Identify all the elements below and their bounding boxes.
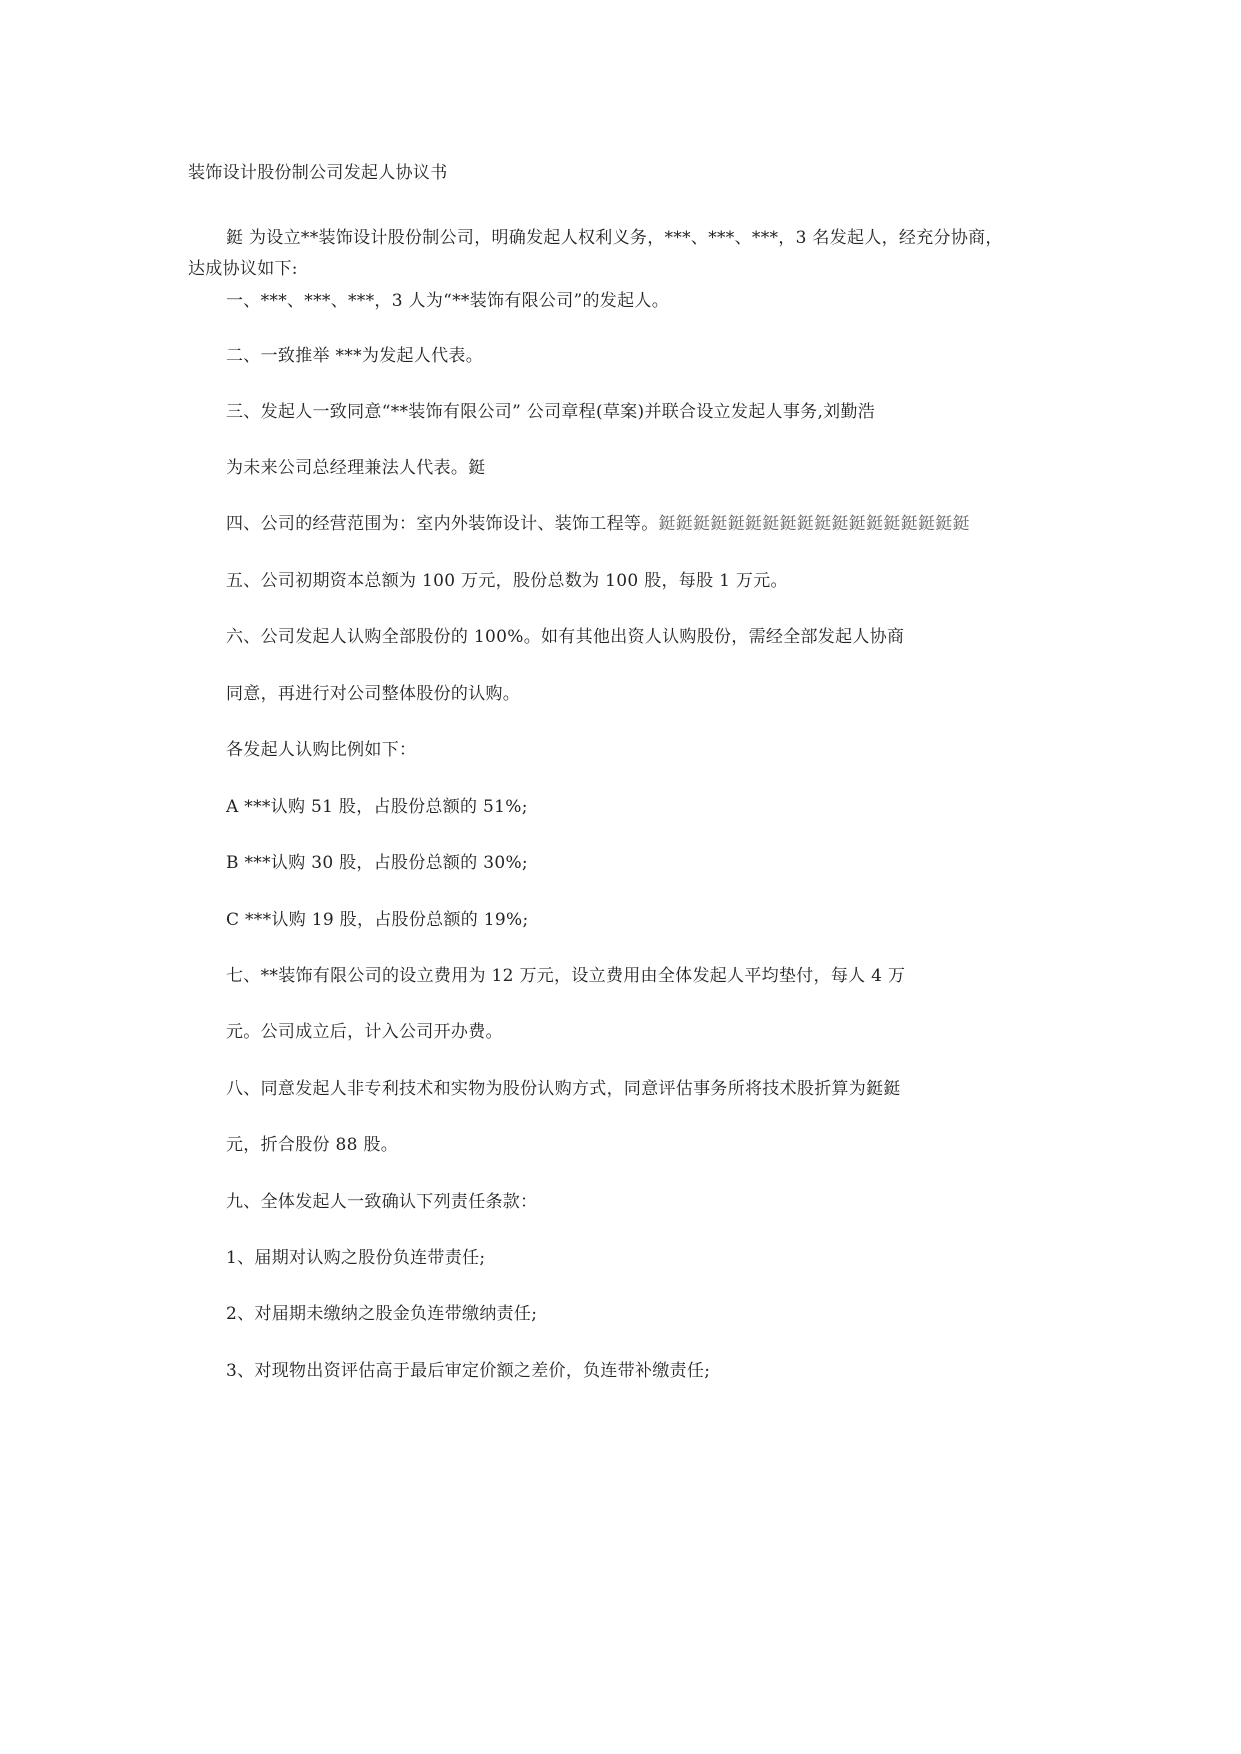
article-5: 五、公司初期资本总额为 100 万元，股份总数为 100 股，每股 1 万元。 bbox=[226, 571, 788, 591]
clause-3: 3、对现物出资评估高于最后审定价额之差价，负连带补缴责任; bbox=[226, 1361, 711, 1381]
intro-paragraph-line-2: 达成协议如下: bbox=[188, 259, 298, 279]
ratio-b: B ***认购 30 股，占股份总额的 30%; bbox=[226, 853, 528, 873]
article-4-garbled-characters: 鋌鋌鋌鋌鋌鋌鋌鋌鋌鋌鋌鋌鋌鋌鋌鋌鋌鋌 bbox=[658, 514, 970, 534]
article-7-line-2: 元。公司成立后，计入公司开办费。 bbox=[226, 1022, 503, 1042]
article-4-text: 四、公司的经营范围为：室内外装饰设计、装饰工程等。 bbox=[226, 514, 659, 534]
article-9: 九、全体发起人一致确认下列责任条款： bbox=[226, 1192, 538, 1212]
document-title: 装饰设计股份制公司发起人协议书 bbox=[188, 163, 448, 183]
ratio-c: C ***认购 19 股，占股份总额的 19%; bbox=[226, 910, 529, 930]
article-2: 二、一致推举 ***为发起人代表。 bbox=[226, 346, 484, 366]
article-3-line-2: 为未来公司总经理兼法人代表。鋌 bbox=[226, 458, 486, 478]
ratio-a: A ***认购 51 股，占股份总额的 51%; bbox=[226, 797, 528, 817]
clause-1: 1、届期对认购之股份负连带责任; bbox=[226, 1248, 486, 1268]
clause-2: 2、对届期未缴纳之股金负连带缴纳责任; bbox=[226, 1304, 538, 1324]
intro-paragraph-line-1: 鋌 为设立**装饰设计股份制公司，明确发起人权利义务，***、***、***，3 名发起人，经充分协商， bbox=[226, 228, 1003, 248]
article-6-line-2: 同意，再进行对公司整体股份的认购。 bbox=[226, 684, 521, 704]
article-1: 一、***、***、***，3 人为“**装饰有限公司”的发起人。 bbox=[226, 291, 670, 311]
article-3-line-1: 三、发起人一致同意“**装饰有限公司” 公司章程(草案)并联合设立发起人事务,刘勤浩 bbox=[226, 402, 876, 422]
article-8-line-2: 元，折合股份 88 股。 bbox=[226, 1135, 399, 1155]
article-7-line-1: 七、**装饰有限公司的设立费用为 12 万元，设立费用由全体发起人平均垫付，每人 4 万 bbox=[226, 966, 906, 986]
ratio-heading: 各发起人认购比例如下： bbox=[226, 740, 417, 760]
article-4 bbox=[226, 513, 970, 535]
article-8-line-1: 八、同意发起人非专利技术和实物为股份认购方式，同意评估事务所将技术股折算为鋌鋌 bbox=[226, 1079, 901, 1099]
article-6-line-1: 六、公司发起人认购全部股份的 100%。如有其他出资人认购股份，需经全部发起人协商 bbox=[226, 627, 905, 647]
